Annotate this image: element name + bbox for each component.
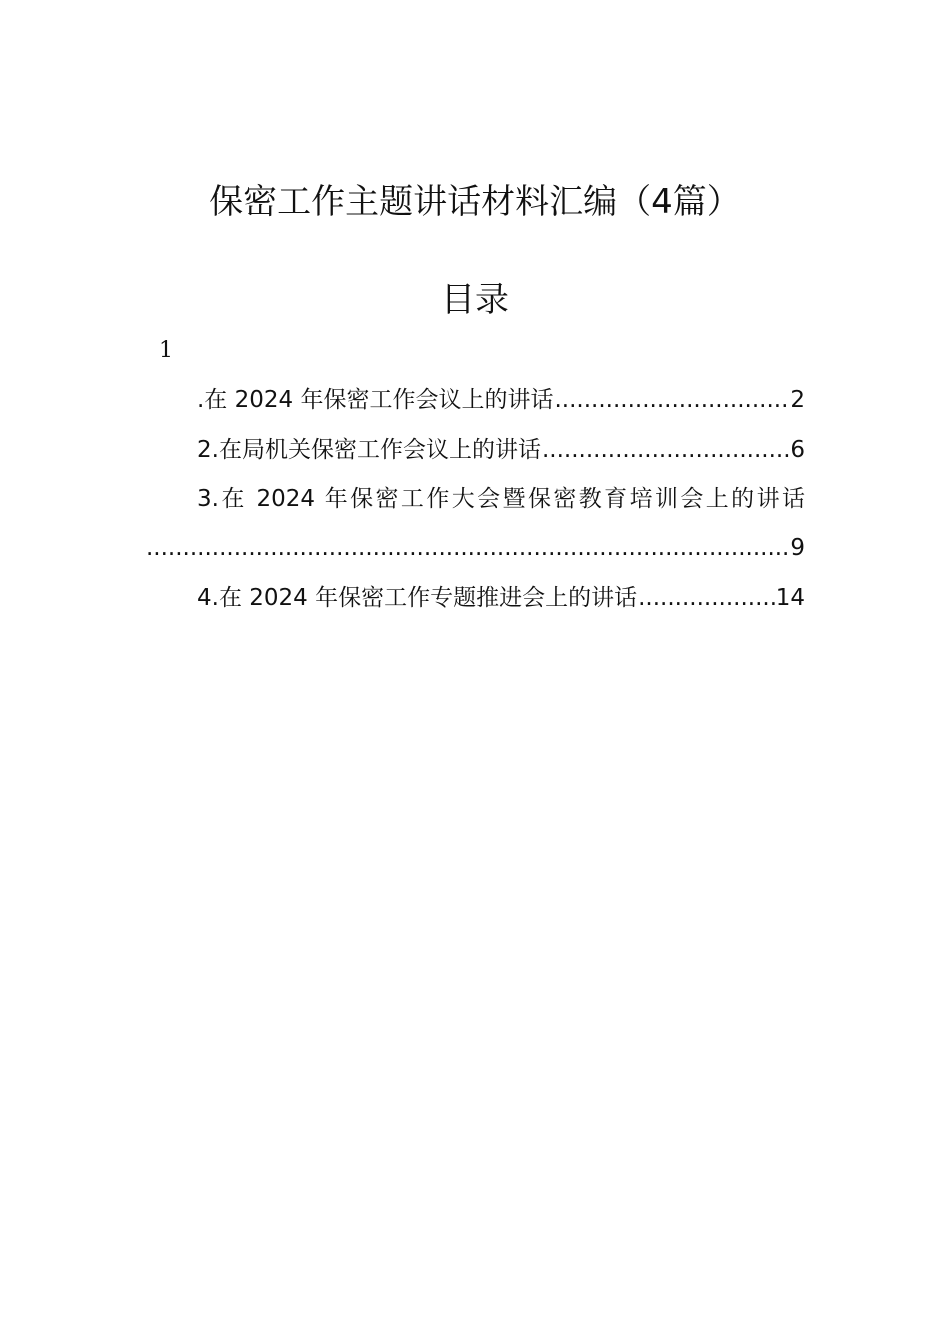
document-title: 保密工作主题讲话材料汇编（4篇）: [209, 182, 741, 222]
toc-entry-page: 9: [790, 535, 805, 561]
toc-entry-label: .在 2024 年保密工作会议上的讲话: [197, 387, 554, 413]
toc-entry[interactable]: [145, 433, 805, 467]
toc-entry-wrapped-label[interactable]: [197, 482, 805, 516]
toc-entry-page: 6: [790, 437, 805, 463]
toc-dot-leader: [554, 383, 789, 417]
toc-entry[interactable]: [145, 383, 805, 417]
toc-dot-leader: [542, 433, 789, 467]
toc-entry-continuation[interactable]: [145, 531, 805, 565]
toc-dot-leader: [638, 581, 775, 615]
toc-entry-label: 2.在局机关保密工作会议上的讲话: [197, 437, 541, 463]
toc-entry[interactable]: [145, 581, 805, 615]
toc-entry-page: 2: [790, 387, 805, 413]
stray-number-mark: 1: [159, 338, 173, 363]
toc-entry-label: 4.在 2024 年保密工作专题推进会上的讲话: [197, 585, 638, 611]
toc-heading: 目录: [441, 280, 509, 320]
toc-dot-leader: [146, 531, 789, 565]
toc-entry-label: 3.在 2024 年保密工作大会暨保密教育培训会上的讲话: [197, 486, 805, 512]
toc-entry-page: 14: [775, 585, 805, 611]
